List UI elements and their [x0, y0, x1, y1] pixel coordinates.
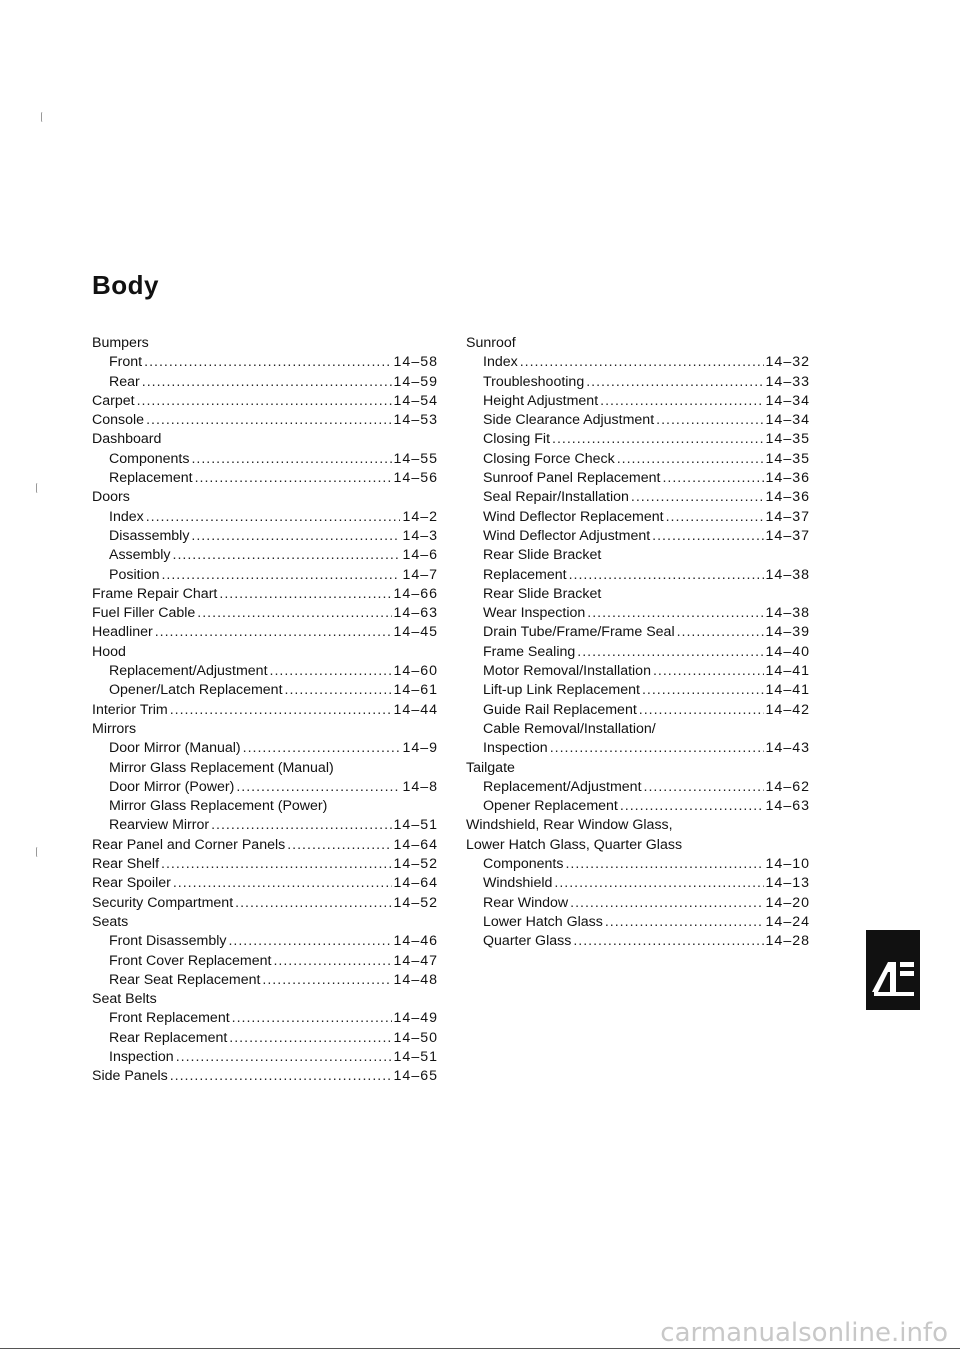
index-entry-label: Front Cover Replacement [109, 952, 272, 969]
index-entry-page: 14–43 [765, 740, 810, 757]
index-entry [92, 855, 438, 874]
index-entry [92, 816, 438, 835]
index-entry-label: Hood [92, 643, 126, 660]
index-entry-page: 14–2 [402, 508, 438, 525]
index-entry-label: Seat Belts [92, 991, 157, 1008]
index-entry [92, 894, 438, 913]
dot-leader [235, 894, 391, 913]
index-entry [92, 932, 438, 951]
index-entry [466, 701, 810, 720]
dot-leader [228, 932, 391, 951]
index-entry-page: 14–63 [765, 798, 810, 815]
index-entry [466, 373, 810, 392]
dot-leader [570, 894, 763, 913]
index-entry-label: Rearview Mirror [109, 817, 210, 834]
index-entry-page: 14–49 [393, 1010, 438, 1027]
index-entry-page: 14–32 [765, 354, 810, 371]
index-entry [466, 430, 810, 449]
dot-leader [270, 662, 392, 681]
index-entry-page: 14–48 [393, 971, 438, 988]
index-entry-page: 14–38 [765, 566, 810, 583]
index-entry-label: Carpet [92, 392, 135, 409]
index-entry-page: 14–40 [765, 643, 810, 660]
index-entry-page: 14–55 [393, 450, 438, 467]
index-entry-page: 14–41 [765, 682, 810, 699]
dot-leader [232, 1009, 392, 1028]
index-entry-label: Fuel Filler Cable [92, 605, 196, 622]
index-entry [92, 836, 438, 855]
index-entry [92, 720, 438, 739]
index-entry [466, 913, 810, 932]
index-entry-label: Cable Removal/Installation/ [483, 720, 656, 737]
index-entry-page: 14–64 [393, 836, 438, 853]
index-entry [92, 952, 438, 971]
index-entry [466, 759, 810, 778]
index-entry [92, 546, 438, 565]
index-entry [466, 855, 810, 874]
dot-leader [170, 1067, 392, 1086]
dot-leader [666, 508, 764, 527]
dot-leader [161, 566, 400, 585]
index-entry-page: 14–13 [765, 875, 810, 892]
index-entry-page: 14–62 [765, 778, 810, 795]
index-entry-label: Seats [92, 913, 129, 930]
index-entry-label: Rear Replacement [109, 1029, 228, 1046]
index-entry-page: 14–9 [402, 740, 438, 757]
index-entry-label: Replacement/Adjustment [109, 663, 268, 680]
dot-leader [520, 353, 764, 372]
index-entry-label: Wear Inspection [483, 605, 586, 622]
index-entry-label: Motor Removal/Installation [483, 663, 651, 680]
index-entry [466, 546, 810, 565]
index-entry-page: 14–39 [765, 624, 810, 641]
index-entry-label: Door Mirror (Manual) [109, 740, 241, 757]
index-entry-label: Index [483, 354, 518, 371]
dot-leader [617, 450, 764, 469]
dot-leader [652, 527, 763, 546]
index-entry-label: Windshield, Rear Window Glass, [466, 817, 673, 834]
dot-leader [236, 778, 400, 797]
index-entry-page: 14–66 [393, 585, 438, 602]
index-entry-label: Windshield [483, 875, 553, 892]
index-entry [92, 1009, 438, 1028]
dot-leader [577, 643, 763, 662]
dot-leader [552, 430, 764, 449]
dot-leader [173, 546, 401, 565]
dot-leader [219, 585, 391, 604]
dot-leader [161, 855, 392, 874]
index-entry [466, 392, 810, 411]
index-entry-page: 14–61 [393, 682, 438, 699]
index-entry-page: 14–45 [393, 624, 438, 641]
index-entry-label: Security Compartment [92, 894, 234, 911]
index-entry [92, 662, 438, 681]
index-entry-label: Sunroof [466, 335, 516, 351]
index-entry-page: 14–47 [393, 952, 438, 969]
index-entry-label: Inspection [483, 740, 548, 757]
index-entry-page: 14–36 [765, 470, 810, 487]
index-entry-label: Rear Slide Bracket [483, 585, 602, 602]
index-entry [92, 681, 438, 700]
index-entry-label: Replacement [483, 566, 567, 583]
index-entry-label: Troubleshooting [483, 373, 585, 390]
dot-leader [142, 373, 392, 392]
index-entry [466, 623, 810, 642]
index-entry-page: 14–35 [765, 431, 810, 448]
index-entry-label: Mirror Glass Replacement (Manual) [109, 759, 334, 776]
index-entry-label: Rear Panel and Corner Panels [92, 836, 286, 853]
index-entry [92, 1067, 438, 1086]
index-entry-label: Quarter Glass [483, 933, 572, 950]
index-entry-page: 14–8 [402, 778, 438, 795]
index-entry-label: Bumpers [92, 335, 149, 351]
dot-leader [550, 739, 764, 758]
index-entry [466, 469, 810, 488]
index-entry [92, 1048, 438, 1067]
index-entry [92, 778, 438, 797]
index-entry [466, 797, 810, 816]
index-entry-page: 14–20 [765, 894, 810, 911]
dot-leader [642, 681, 764, 700]
index-entry [466, 932, 810, 951]
index-entry [466, 604, 810, 623]
dot-leader [144, 353, 391, 372]
dot-leader [605, 913, 764, 932]
index-entry-label: Closing Fit [483, 431, 551, 448]
index-entry-page: 14–35 [765, 450, 810, 467]
dot-leader [287, 836, 391, 855]
index-entry [466, 681, 810, 700]
index-entry [466, 894, 810, 913]
dot-leader [229, 1029, 391, 1048]
index-entry-page: 14–3 [402, 527, 438, 544]
index-entry [466, 585, 810, 604]
dot-leader [273, 952, 391, 971]
index-entry-label: Components [483, 856, 564, 873]
index-entry-label: Wind Deflector Adjustment [483, 527, 651, 544]
index-entry-page: 14–10 [765, 856, 810, 873]
index-entry [92, 913, 438, 932]
index-entry-page: 14–56 [393, 470, 438, 487]
dot-leader [197, 604, 391, 623]
index-entry-label: Front [109, 354, 143, 371]
dot-leader [573, 932, 763, 951]
index-entry [92, 739, 438, 758]
index-entry-label: Inspection [109, 1048, 174, 1065]
index-entry-page: 14–59 [393, 373, 438, 390]
dot-leader [176, 1048, 392, 1067]
dot-leader [262, 971, 391, 990]
index-entry [466, 527, 810, 546]
dot-leader [586, 373, 763, 392]
index-entry [92, 373, 438, 392]
index-entry-label: Rear Window [483, 894, 569, 911]
index-entry-page: 14–65 [393, 1068, 438, 1085]
dot-leader [587, 604, 763, 623]
dot-leader [565, 855, 763, 874]
index-entry-label: Opener Replacement [483, 798, 618, 815]
index-entry-page: 14–44 [393, 701, 438, 718]
dot-leader [569, 566, 764, 585]
index-entry-page: 14–34 [765, 392, 810, 409]
index-entry [466, 488, 810, 507]
index-entry-label: Wind Deflector Replacement [483, 508, 664, 525]
index-entry [92, 643, 438, 662]
index-right-column [466, 334, 810, 952]
index-entry-label: Position [109, 566, 160, 583]
index-entry [92, 623, 438, 642]
index-entry-label: Rear Spoiler [92, 875, 171, 892]
index-entry-label: Frame Sealing [483, 643, 576, 660]
index-entry-label: Lift-up Link Replacement [483, 682, 640, 699]
index-entry-page: 14–64 [393, 875, 438, 892]
index-entry [92, 334, 438, 353]
section-thumb-tab-icon [866, 930, 920, 1010]
dot-leader [677, 623, 764, 642]
index-entry-label: Mirrors [92, 720, 137, 737]
index-entry [466, 778, 810, 797]
dot-leader [191, 527, 400, 546]
index-entry-label: Mirror Glass Replacement (Power) [109, 798, 328, 815]
index-entry-label: Tailgate [466, 759, 515, 776]
index-entry-label: Rear [109, 373, 140, 390]
index-entry-page: 14–38 [765, 605, 810, 622]
index-entry-label: Closing Force Check [483, 450, 615, 467]
index-entry [92, 1029, 438, 1048]
index-entry [92, 874, 438, 893]
index-entry-page: 14–50 [393, 1029, 438, 1046]
index-entry-page: 14–63 [393, 605, 438, 622]
index-entry [92, 566, 438, 585]
index-entry-label: Index [109, 508, 144, 525]
watermark: carmanualsonline.info [660, 1318, 948, 1348]
dot-leader [285, 681, 392, 700]
index-entry-label: Opener/Latch Replacement [109, 682, 283, 699]
dot-leader [155, 623, 392, 642]
index-entry [92, 392, 438, 411]
index-entry-page: 14–36 [765, 489, 810, 506]
index-entry [92, 990, 438, 1009]
dot-leader [191, 450, 391, 469]
dot-leader [137, 392, 392, 411]
index-entry-page: 14–53 [393, 412, 438, 429]
index-entry-label: Lower Hatch Glass, Quarter Glass [466, 836, 683, 853]
index-entry-label: Sunroof Panel Replacement [483, 470, 661, 487]
index-entry-page: 14–54 [393, 392, 438, 409]
index-entry-page: 14–37 [765, 508, 810, 525]
dot-leader [662, 469, 763, 488]
dot-leader [554, 874, 763, 893]
index-entry-label: Replacement/Adjustment [483, 778, 642, 795]
index-entry-page: 14–51 [393, 1048, 438, 1065]
dot-leader [170, 701, 392, 720]
index-entry [466, 334, 810, 353]
index-entry [92, 488, 438, 507]
index-entry-page: 14–33 [765, 373, 810, 390]
dot-leader [146, 411, 391, 430]
index-entry-page: 14–60 [393, 663, 438, 680]
dot-leader [173, 874, 392, 893]
index-entry-label: Lower Hatch Glass [483, 913, 603, 930]
index-entry [466, 739, 810, 758]
index-entry-label: Doors [92, 489, 130, 506]
index-entry-label: Front Replacement [109, 1010, 230, 1027]
index-entry [466, 450, 810, 469]
scan-mark [36, 483, 39, 493]
index-entry [92, 797, 438, 816]
footer-rule [0, 1348, 960, 1349]
index-entry [92, 759, 438, 778]
index-entry [466, 836, 810, 855]
index-entry-page: 14–51 [393, 817, 438, 834]
index-entry [92, 430, 438, 449]
index-entry-label: Headliner [92, 624, 153, 641]
index-entry-page: 14–7 [402, 566, 438, 583]
index-entry-label: Console [92, 412, 145, 429]
index-entry [466, 643, 810, 662]
dot-leader [631, 488, 764, 507]
dot-leader [146, 508, 401, 527]
index-entry-label: Disassembly [109, 527, 190, 544]
index-entry [92, 353, 438, 372]
scan-mark [41, 112, 44, 122]
index-entry [466, 411, 810, 430]
index-entry-page: 14–24 [765, 913, 810, 930]
index-entry-label: Rear Slide Bracket [483, 547, 602, 564]
index-entry-label: Rear Seat Replacement [109, 971, 261, 988]
dot-leader [620, 797, 764, 816]
index-entry [466, 508, 810, 527]
index-entry [92, 411, 438, 430]
dot-leader [639, 701, 764, 720]
index-entry-label: Drain Tube/Frame/Frame Seal [483, 624, 675, 641]
scan-mark [36, 847, 39, 857]
dot-leader [656, 411, 763, 430]
index-entry [92, 450, 438, 469]
index-entry-page: 14–52 [393, 856, 438, 873]
index-entry-label: Interior Trim [92, 701, 168, 718]
index-entry-label: Guide Rail Replacement [483, 701, 637, 718]
index-entry-label: Replacement [109, 470, 193, 487]
dot-leader [195, 469, 392, 488]
index-entry-page: 14–46 [393, 933, 438, 950]
index-entry-label: Side Panels [92, 1068, 168, 1085]
dot-leader [653, 662, 764, 681]
index-entry [92, 508, 438, 527]
index-entry [466, 874, 810, 893]
index-entry-page: 14–6 [402, 547, 438, 564]
index-entry [92, 527, 438, 546]
index-entry [466, 353, 810, 372]
index-entry-label: Height Adjustment [483, 392, 599, 409]
index-entry-label: Dashboard [92, 431, 162, 448]
index-entry [92, 701, 438, 720]
index-entry-label: Frame Repair Chart [92, 585, 218, 602]
dot-leader [211, 816, 391, 835]
index-entry-page: 14–34 [765, 412, 810, 429]
dot-leader [243, 739, 401, 758]
index-entry-label: Seal Repair/Installation [483, 489, 629, 506]
index-entry [92, 585, 438, 604]
index-entry-label: Assembly [109, 547, 171, 564]
index-entry-page: 14–42 [765, 701, 810, 718]
index-entry-page: 14–28 [765, 933, 810, 950]
index-entry-label: Components [109, 450, 190, 467]
index-entry [92, 971, 438, 990]
index-entry-page: 14–41 [765, 663, 810, 680]
index-entry-label: Front Disassembly [109, 933, 227, 950]
index-entry-page: 14–37 [765, 527, 810, 544]
index-entry-page: 14–52 [393, 894, 438, 911]
index-left-column [92, 334, 438, 1087]
index-entry [466, 720, 810, 739]
page-title: Body [92, 270, 159, 300]
index-entry-label: Door Mirror (Power) [109, 778, 235, 795]
index-entry [466, 662, 810, 681]
index-entry-label: Rear Shelf [92, 856, 160, 873]
index-entry-page: 14–58 [393, 354, 438, 371]
index-entry [92, 469, 438, 488]
index-entry-label: Side Clearance Adjustment [483, 412, 655, 429]
index-entry [466, 816, 810, 835]
index-entry [466, 566, 810, 585]
dot-leader [644, 778, 764, 797]
dot-leader [600, 392, 763, 411]
index-entry [92, 604, 438, 623]
